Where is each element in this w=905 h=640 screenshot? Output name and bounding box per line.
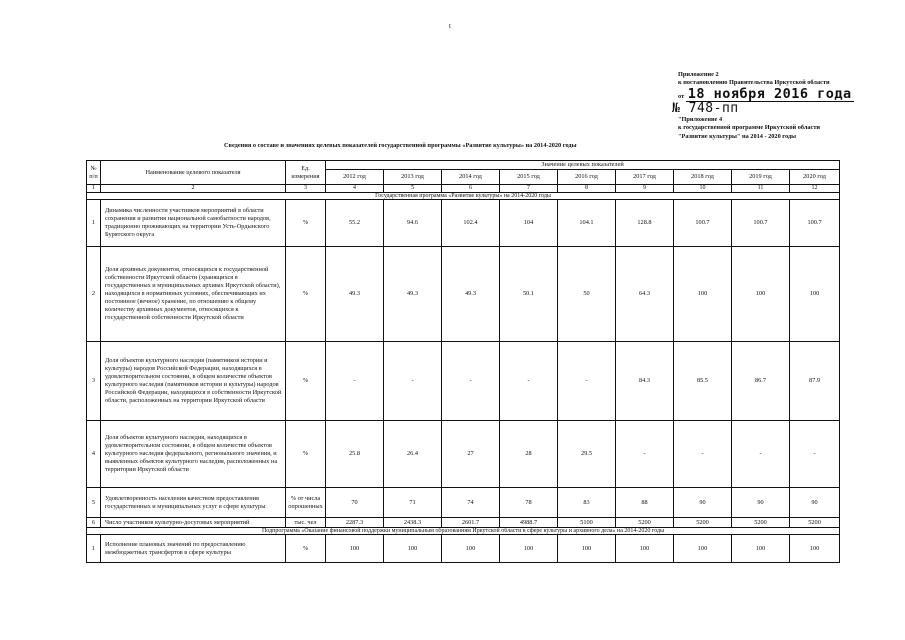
value-cell: 27 bbox=[442, 421, 500, 488]
value-cell: 5200 bbox=[732, 518, 790, 528]
appendix-date-line bbox=[678, 85, 898, 102]
value-cell: 5100 bbox=[558, 518, 616, 528]
page-mark: t bbox=[449, 22, 451, 30]
value-cell: 25.8 bbox=[326, 421, 384, 488]
appendix-line-2: к постановлению Правительства Иркутской области bbox=[678, 79, 830, 87]
row-number: 5 bbox=[87, 488, 101, 518]
value-cell: 5200 bbox=[790, 518, 840, 528]
value-cell: 49.3 bbox=[442, 247, 500, 342]
column-numbers-row bbox=[87, 185, 840, 193]
value-cell: - bbox=[384, 342, 442, 421]
handwritten-number: № 748-пп bbox=[672, 100, 739, 116]
column-number: 12 bbox=[790, 185, 840, 193]
value-cell: 104.1 bbox=[558, 200, 616, 247]
value-cell: 26.4 bbox=[384, 421, 442, 488]
value-cell: 49.3 bbox=[384, 247, 442, 342]
indicator-name: Число участников культурно-досуговых мероприятий bbox=[101, 518, 286, 528]
column-number: 10 bbox=[674, 185, 732, 193]
column-number: 7 bbox=[500, 185, 558, 193]
row-number: 1 bbox=[87, 200, 101, 247]
value-cell: 86.7 bbox=[732, 342, 790, 421]
value-cell: 5200 bbox=[674, 518, 732, 528]
value-cell: 100 bbox=[442, 535, 500, 563]
value-cell: 100 bbox=[326, 535, 384, 563]
value-cell: 100 bbox=[732, 247, 790, 342]
value-cell: 100 bbox=[674, 535, 732, 563]
value-cell: 100 bbox=[790, 247, 840, 342]
value-cell: 4988.7 bbox=[500, 518, 558, 528]
indicator-name: Доля архивных документов, относящихся к государственной собственности Иркутской области (хранящихся в государственных и муниципальных архивах Иркутской области), находящихся в нормативных условиях, обеспечивающих их постоянное (вечное) хранение, по отношению к общему количеству архивных документов, относящихся к государственной собственности Иркутской области bbox=[101, 247, 286, 342]
section-title: Подпрограмма «Оказание финансовой поддержки муниципальным образованиям Иркутской области в сфере культуры и архивного дела» на 2014-2020 годы bbox=[87, 528, 840, 535]
value-cell: - bbox=[500, 342, 558, 421]
value-cell: 84.3 bbox=[616, 342, 674, 421]
value-cell: 50.1 bbox=[500, 247, 558, 342]
document-title: Сведения о составе и значениях целевых показателей государственной программы «Развитие культуры» на 2014-2020 годы bbox=[224, 142, 577, 149]
row-number: 1 bbox=[87, 535, 101, 563]
table-row bbox=[87, 247, 840, 342]
section-row-program bbox=[87, 193, 840, 200]
column-number: 6 bbox=[442, 185, 500, 193]
value-cell: 78 bbox=[500, 488, 558, 518]
indicator-name: Доля объектов культурного наследия (памятников истории и культуры) народов Российской Федерации, находящихся в удовлетворительном состоянии, в общем количестве объектов культурного наследия (памятников истории и культуры) народов Российской Федерации, находящихся в собственности Иркутской области, расположенных на территории Иркутской области bbox=[101, 342, 286, 421]
value-cell: 100.7 bbox=[732, 200, 790, 247]
value-cell: 100 bbox=[384, 535, 442, 563]
indicator-unit: тыс. чел bbox=[286, 518, 326, 528]
header-year: 2016 год bbox=[558, 170, 616, 185]
value-cell: 49.3 bbox=[326, 247, 384, 342]
value-cell: 100 bbox=[732, 535, 790, 563]
value-cell: 28 bbox=[500, 421, 558, 488]
value-cell: 5200 bbox=[616, 518, 674, 528]
value-cell: 94.6 bbox=[384, 200, 442, 247]
header-year: 2014 год bbox=[442, 170, 500, 185]
indicator-unit: % bbox=[286, 535, 326, 563]
column-number: 11 bbox=[732, 185, 790, 193]
column-number: 5 bbox=[384, 185, 442, 193]
table-row bbox=[87, 200, 840, 247]
indicator-unit: % от числа опрошенных bbox=[286, 488, 326, 518]
value-cell: 90 bbox=[790, 488, 840, 518]
value-cell: - bbox=[558, 342, 616, 421]
value-cell: 90 bbox=[732, 488, 790, 518]
value-cell: 102.4 bbox=[442, 200, 500, 247]
header-year: 2020 год bbox=[790, 170, 840, 185]
value-cell: 100.7 bbox=[790, 200, 840, 247]
value-cell: - bbox=[326, 342, 384, 421]
value-cell: 128.8 bbox=[616, 200, 674, 247]
date-prefix: от bbox=[678, 92, 685, 100]
value-cell: 74 bbox=[442, 488, 500, 518]
value-cell: 104 bbox=[500, 200, 558, 247]
header-year: 2017 год bbox=[616, 170, 674, 185]
header-values-group: Значение целевых показателей bbox=[326, 161, 840, 170]
header-num: № п/п bbox=[87, 161, 101, 185]
value-cell: 64.3 bbox=[616, 247, 674, 342]
column-number: 8 bbox=[558, 185, 616, 193]
value-cell: 2287.3 bbox=[326, 518, 384, 528]
value-cell: 2601.7 bbox=[442, 518, 500, 528]
row-number: 6 bbox=[87, 518, 101, 528]
indicator-unit: % bbox=[286, 342, 326, 421]
value-cell: 100 bbox=[616, 535, 674, 563]
column-number: 1 bbox=[87, 185, 101, 193]
appendix-line-5: "Развитие культуры" на 2014 - 2020 годы bbox=[678, 132, 797, 140]
header-year: 2015 год bbox=[500, 170, 558, 185]
appendix-line-1: Приложение 2 bbox=[678, 71, 719, 78]
table-row bbox=[87, 535, 840, 563]
value-cell: 70 bbox=[326, 488, 384, 518]
value-cell: 100 bbox=[790, 535, 840, 563]
value-cell: 71 bbox=[384, 488, 442, 518]
value-cell: 100.7 bbox=[674, 200, 732, 247]
appendix-line-3: "Приложение 4 bbox=[678, 115, 723, 123]
indicator-unit: % bbox=[286, 421, 326, 488]
indicator-name: Доля объектов культурного наследия, находящихся в удовлетворительном состоянии, в общем количестве объектов культурного наследия федерального, регионального значения, и выявленных объектов культурного наследия, расположенных на территории Иркутской области bbox=[101, 421, 286, 488]
header-year: 2018 год bbox=[674, 170, 732, 185]
table-row bbox=[87, 342, 840, 421]
value-cell: 55.2 bbox=[326, 200, 384, 247]
value-cell: 88 bbox=[616, 488, 674, 518]
value-cell: 85.5 bbox=[674, 342, 732, 421]
value-cell: - bbox=[616, 421, 674, 488]
header-row-1 bbox=[87, 161, 840, 170]
value-cell: 29.5 bbox=[558, 421, 616, 488]
value-cell: - bbox=[732, 421, 790, 488]
indicator-name: Исполнение плановых значений по предоставлению межбюджетных трансфертов в сфере культуры bbox=[101, 535, 286, 563]
header-year: 2019 год bbox=[732, 170, 790, 185]
value-cell: 2438.3 bbox=[384, 518, 442, 528]
value-cell: - bbox=[674, 421, 732, 488]
section-title: Государственная программа «Развитие культуры» на 2014-2020 годы bbox=[87, 193, 840, 200]
value-cell: - bbox=[790, 421, 840, 488]
table-row bbox=[87, 421, 840, 488]
column-number: 4 bbox=[326, 185, 384, 193]
indicator-name: Динамика численности участников мероприятий в области сохранения и развития национальной самобытности народов, традиционно проживающих на территории Усть-Ордынского Бурятского округа bbox=[101, 200, 286, 247]
value-cell: 87.9 bbox=[790, 342, 840, 421]
handwritten-date: 18 ноября 2016 года bbox=[687, 85, 852, 102]
value-cell: 90 bbox=[674, 488, 732, 518]
header-year: 2013 год bbox=[384, 170, 442, 185]
header-unit: Ед. измерения bbox=[286, 161, 326, 185]
value-cell: 100 bbox=[558, 535, 616, 563]
value-cell: 100 bbox=[500, 535, 558, 563]
value-cell: 83 bbox=[558, 488, 616, 518]
appendix-block bbox=[672, 71, 898, 141]
indicators-table bbox=[86, 160, 840, 563]
indicator-unit: % bbox=[286, 200, 326, 247]
appendix-line-4: к государственной программе Иркутской области bbox=[678, 124, 821, 132]
column-number: 2 bbox=[101, 185, 286, 193]
row-number: 4 bbox=[87, 421, 101, 488]
row-number: 2 bbox=[87, 247, 101, 342]
row-number: 3 bbox=[87, 342, 101, 421]
indicator-name: Удовлетворенность населения качеством предоставления государственных и муниципальных услуг в сфере культуры bbox=[101, 488, 286, 518]
table-row bbox=[87, 518, 840, 528]
value-cell: 50 bbox=[558, 247, 616, 342]
value-cell: 100 bbox=[674, 247, 732, 342]
indicator-unit: % bbox=[286, 247, 326, 342]
header-name: Наименование целевого показателя bbox=[101, 161, 286, 185]
value-cell: - bbox=[442, 342, 500, 421]
section-row-subprogram bbox=[87, 528, 840, 535]
column-number: 3 bbox=[286, 185, 326, 193]
column-number: 9 bbox=[616, 185, 674, 193]
header-year: 2012 год bbox=[326, 170, 384, 185]
table-row bbox=[87, 488, 840, 518]
